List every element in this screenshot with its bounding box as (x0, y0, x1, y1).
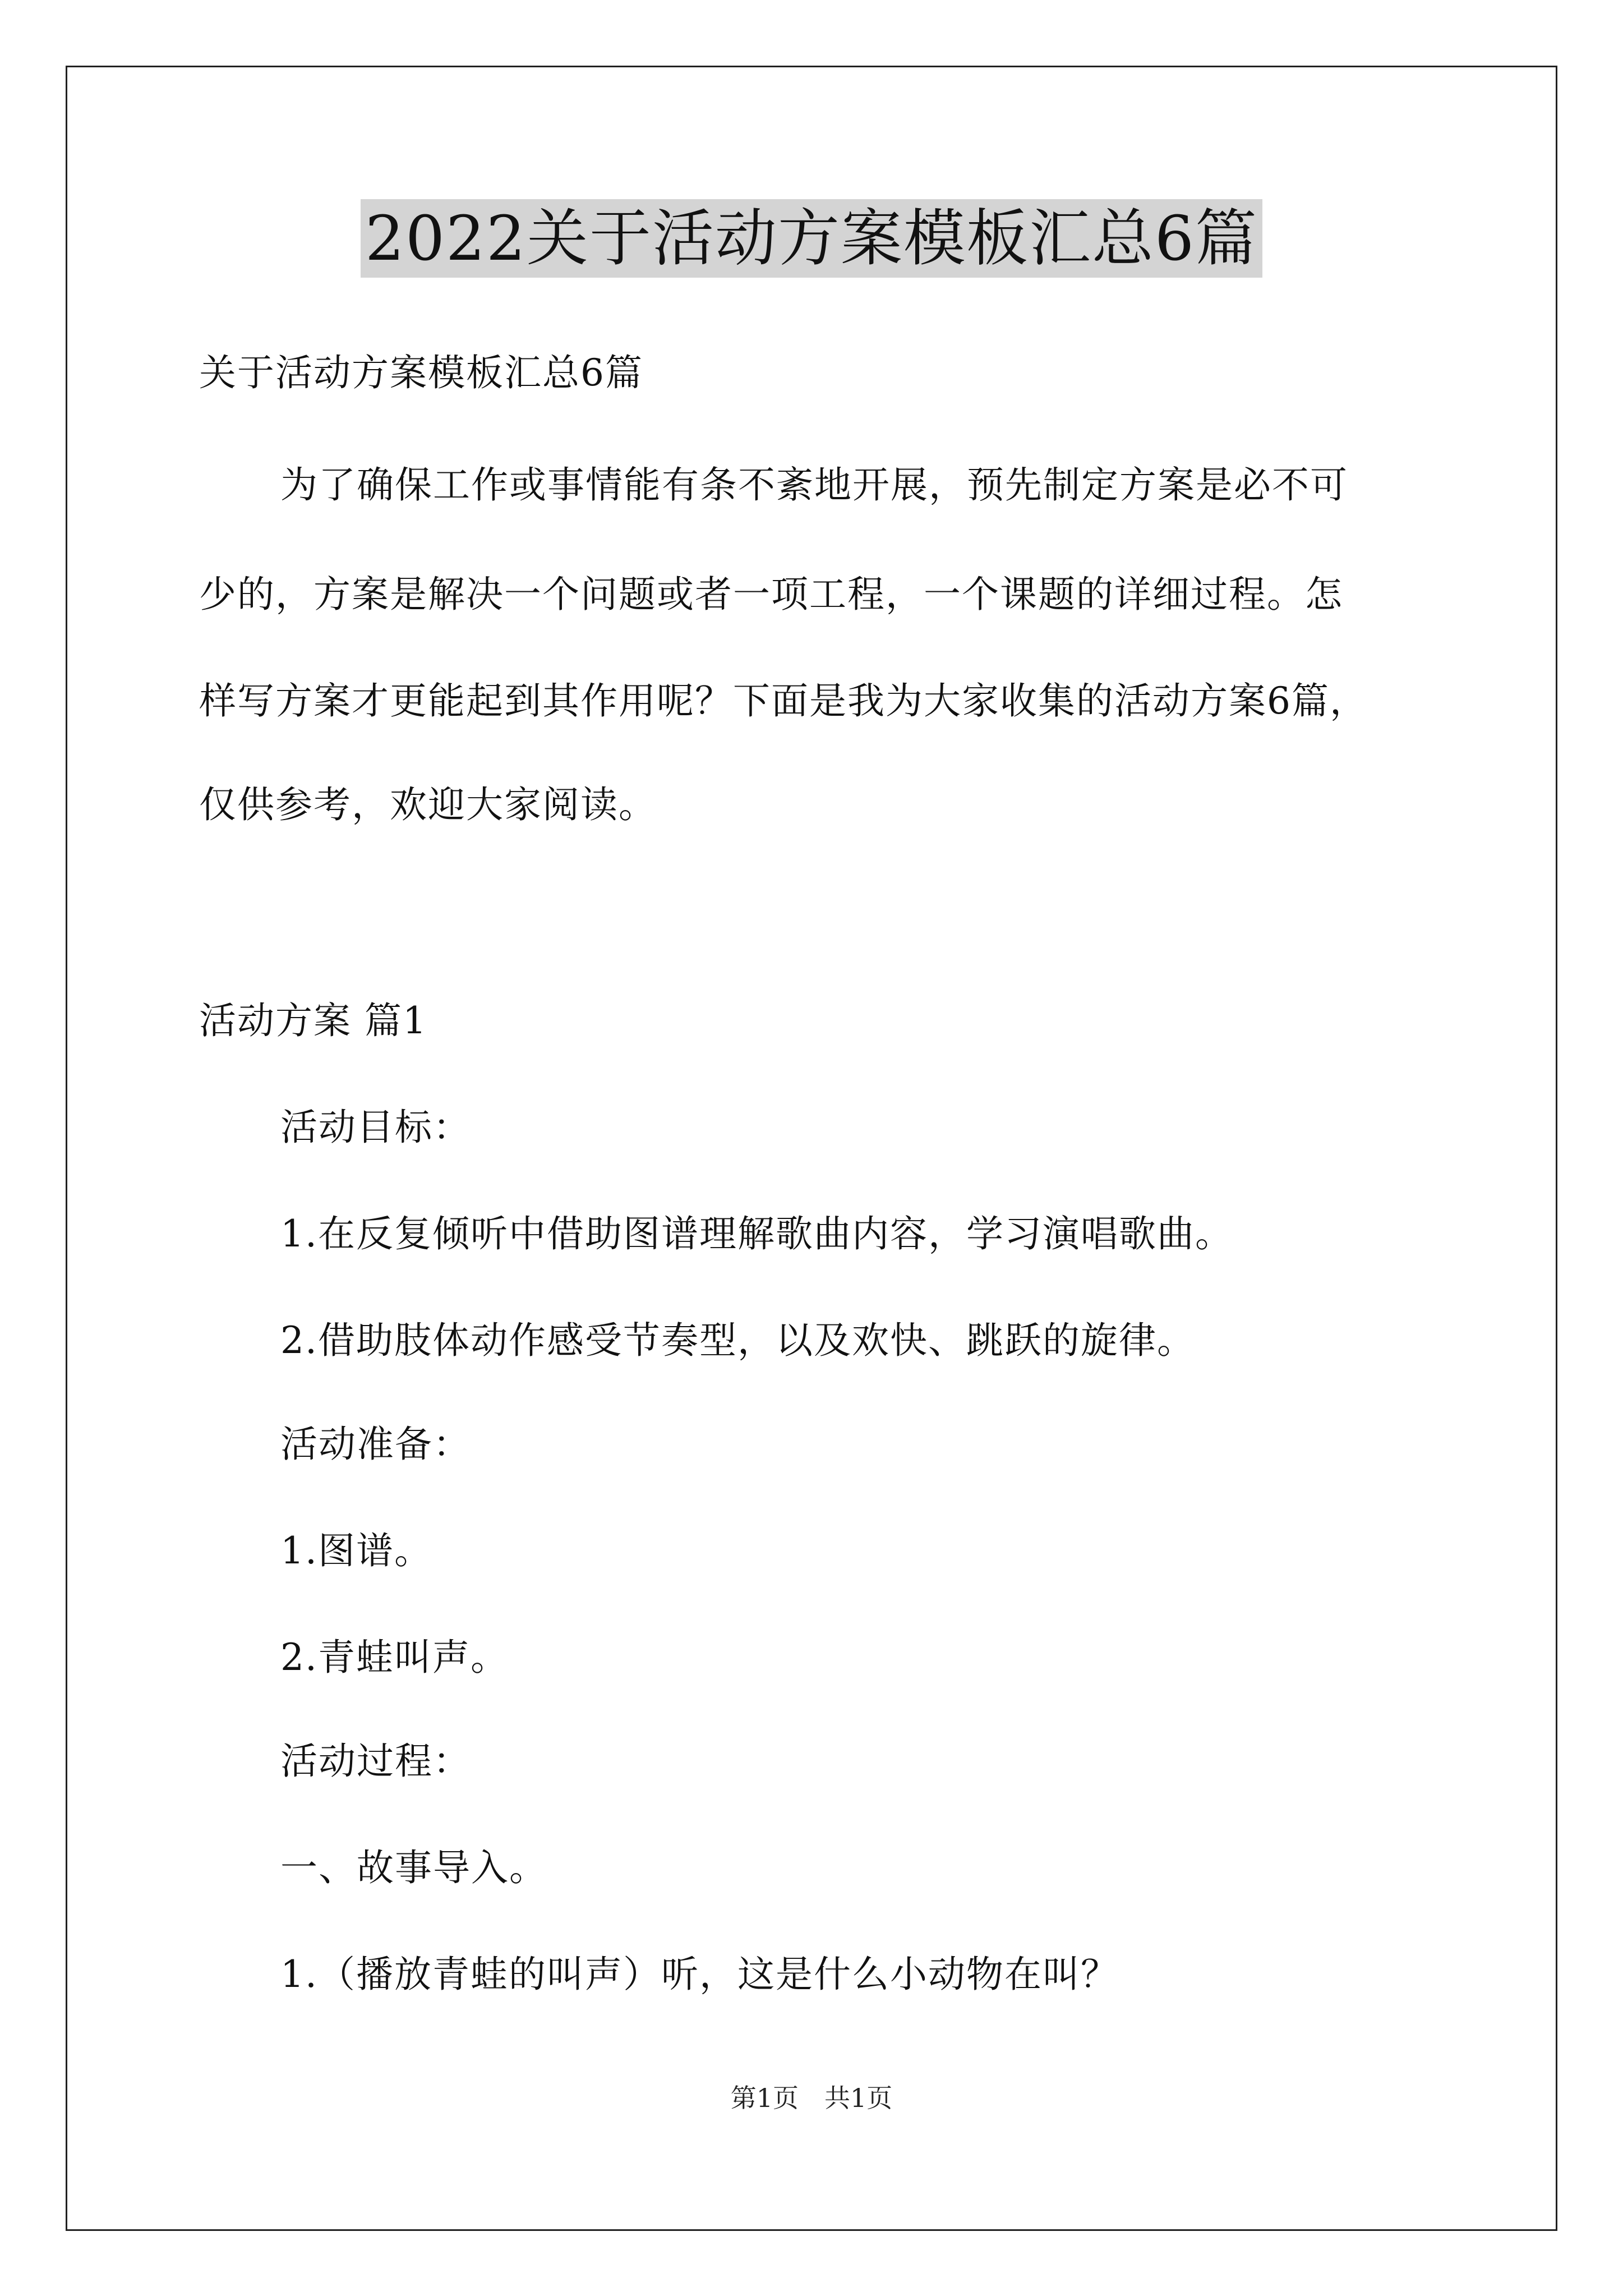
document-title: 2022关于活动方案模板汇总6篇 (361, 199, 1262, 278)
body-line: 活动准备： (280, 1423, 471, 1466)
page-footer: 第1页 共1页 (730, 2083, 893, 2113)
intro-line: 样写方案才更能起到其作用呢？下面是我为大家收集的活动方案6篇， (199, 679, 1368, 723)
body-line: 活动过程： (280, 1740, 471, 1783)
section-heading: 活动方案 篇1 (199, 999, 427, 1042)
body-line: 活动目标： (280, 1106, 471, 1149)
body-line: 1.在反复倾听中借助图谱理解歌曲内容，学习演唱歌曲。 (280, 1212, 1233, 1255)
body-line: 1.图谱。 (280, 1529, 432, 1572)
intro-line: 少的，方案是解决一个问题或者一项工程，一个课题的详细过程。怎 (199, 573, 1343, 616)
body-line: 2.借助肢体动作感受节奏型，以及欢快、跳跃的旋律。 (280, 1319, 1195, 1362)
intro-line: 仅供参考，欢迎大家阅读。 (199, 783, 657, 826)
intro-line: 为了确保工作或事情能有条不紊地开展，预先制定方案是必不可 (280, 463, 1348, 507)
body-line: 1.（播放青蛙的叫声）听，这是什么小动物在叫？ (280, 1953, 1119, 1996)
title-container (0, 199, 1623, 278)
body-line: 一、故事导入。 (280, 1846, 547, 1889)
document-subtitle: 关于活动方案模板汇总6篇 (199, 351, 643, 394)
body-line: 2.青蛙叫声。 (280, 1636, 509, 1679)
